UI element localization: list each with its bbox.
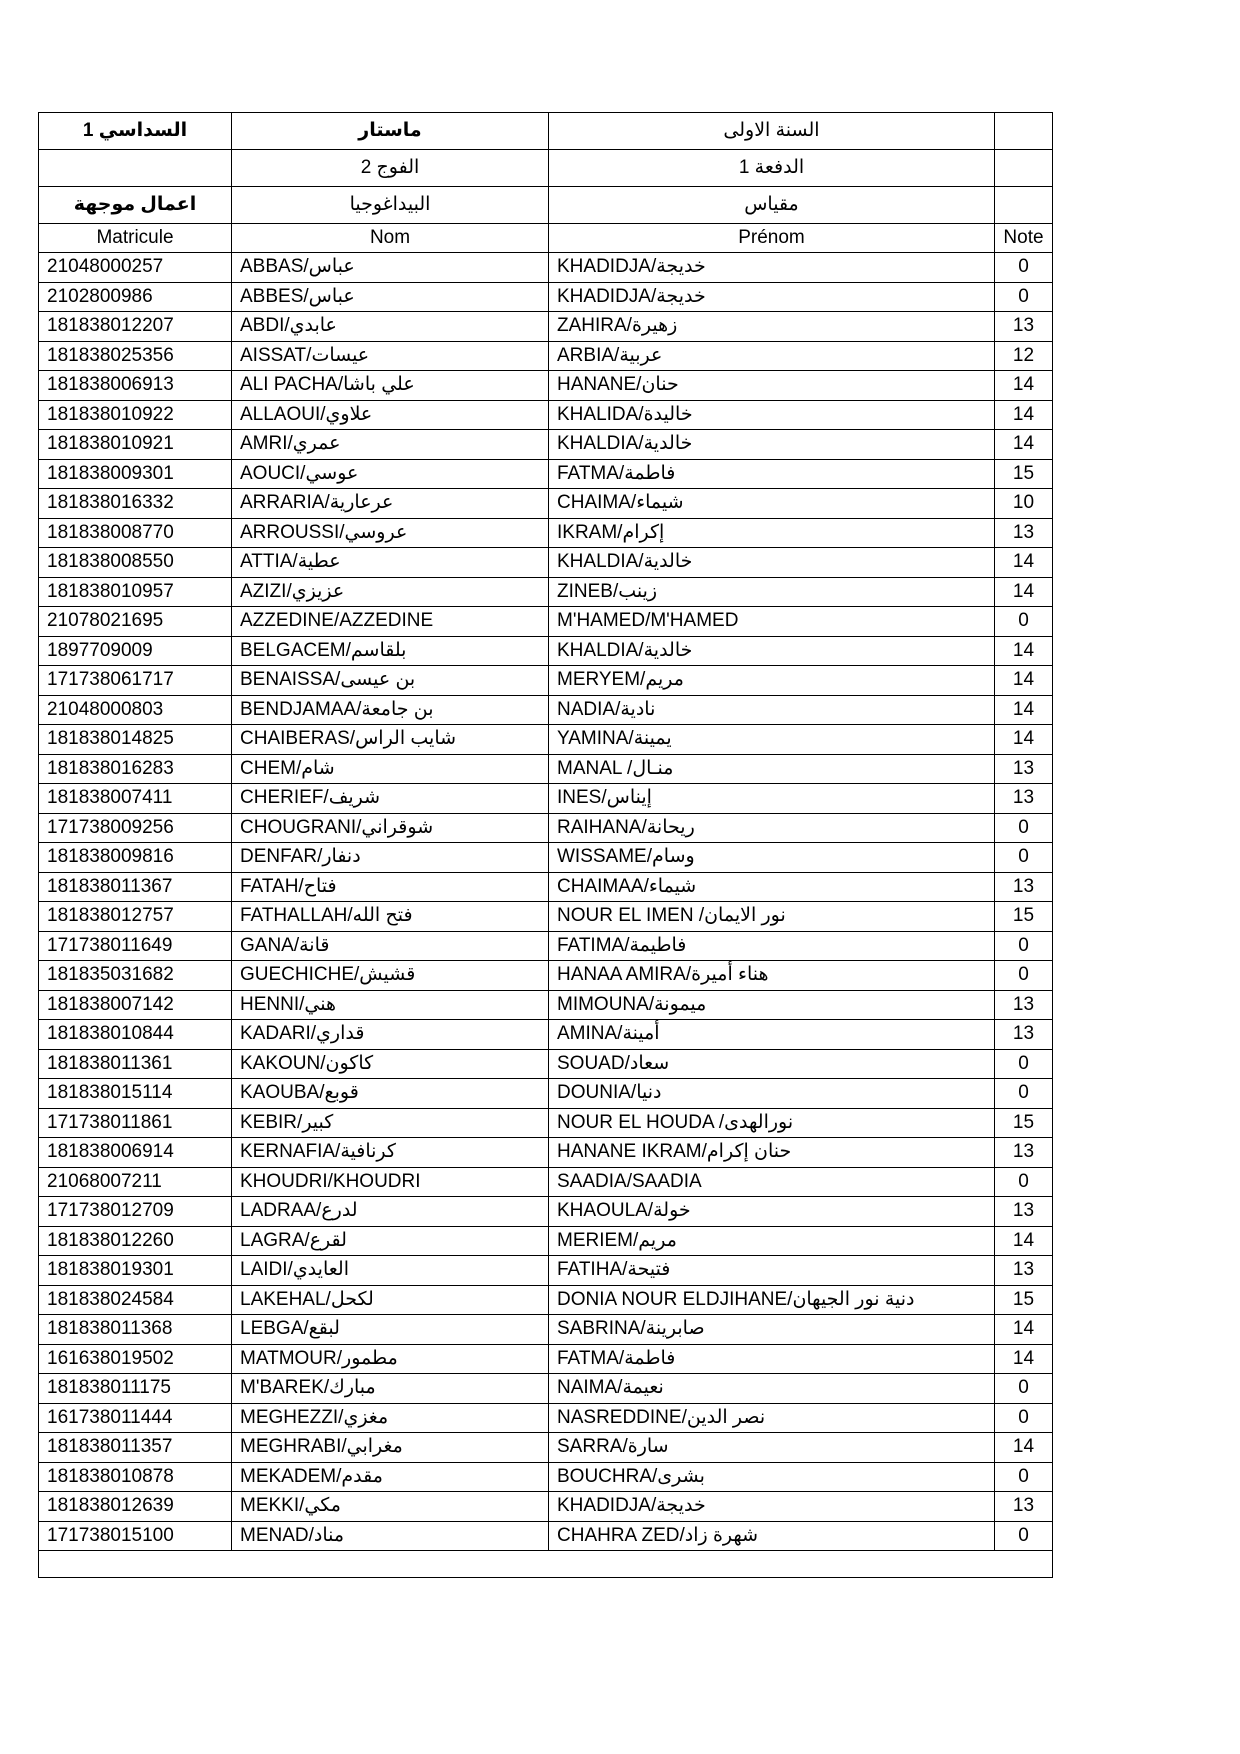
column-header-row: [39, 224, 1053, 253]
note-cell: 0: [995, 1462, 1053, 1492]
matricule-cell: 181838010844: [39, 1020, 232, 1050]
table-row: [39, 607, 1053, 637]
matricule-cell: 181838007142: [39, 990, 232, 1020]
matricule-cell: 181838016332: [39, 489, 232, 519]
header-empty-cell: [995, 113, 1053, 150]
nom-cell: ABDI/عابدي: [232, 312, 549, 342]
matricule-cell: 181838010878: [39, 1462, 232, 1492]
nom-cell: MENAD/مناد: [232, 1521, 549, 1551]
blank-cell: [39, 1551, 1053, 1578]
note-cell: 10: [995, 489, 1053, 519]
matricule-cell: 181838010922: [39, 400, 232, 430]
matricule-cell: 181838019301: [39, 1256, 232, 1286]
header-row-3: [39, 187, 1053, 224]
nom-cell: BENAISSA/بن عيسى: [232, 666, 549, 696]
note-cell: 14: [995, 1315, 1053, 1345]
prenom-cell: MERYEM/مريم: [549, 666, 995, 696]
matricule-cell: 171738012709: [39, 1197, 232, 1227]
nom-cell: ARROUSSI/عروسي: [232, 518, 549, 548]
prenom-cell: M'HAMED/M'HAMED: [549, 607, 995, 637]
table-row: [39, 1462, 1053, 1492]
note-cell: 12: [995, 341, 1053, 371]
note-cell: 13: [995, 1492, 1053, 1522]
nom-cell: CHEM/شام: [232, 754, 549, 784]
prenom-cell: NOUR EL HOUDA /نورالهدى: [549, 1108, 995, 1138]
prenom-cell: FATIHA/فتيحة: [549, 1256, 995, 1286]
table-row: [39, 666, 1053, 696]
table-row: [39, 1197, 1053, 1227]
matricule-cell: 161738011444: [39, 1403, 232, 1433]
matricule-cell: 21048000803: [39, 695, 232, 725]
prenom-cell: NOUR EL IMEN /نور الايمان: [549, 902, 995, 932]
matricule-cell: 181838024584: [39, 1285, 232, 1315]
nom-cell: HENNI/هني: [232, 990, 549, 1020]
note-cell: 13: [995, 990, 1053, 1020]
prenom-cell: HANAA AMIRA/هناء أميرة: [549, 961, 995, 991]
table-row: [39, 1492, 1053, 1522]
prenom-cell: SAADIA/SAADIA: [549, 1167, 995, 1197]
matricule-cell: 181838012207: [39, 312, 232, 342]
note-cell: 0: [995, 607, 1053, 637]
column-header-prenom: Prénom: [549, 224, 995, 253]
column-header-matricule: Matricule: [39, 224, 232, 253]
table-row: [39, 548, 1053, 578]
prenom-cell: ARBIA/عربية: [549, 341, 995, 371]
note-cell: 0: [995, 813, 1053, 843]
note-cell: 13: [995, 872, 1053, 902]
note-cell: 14: [995, 666, 1053, 696]
note-cell: 14: [995, 400, 1053, 430]
table-row: [39, 872, 1053, 902]
prenom-cell: MERIEM/مريم: [549, 1226, 995, 1256]
nom-cell: GUECHICHE/قشيش: [232, 961, 549, 991]
nom-cell: FATHALLAH/فتح الله: [232, 902, 549, 932]
note-cell: 0: [995, 961, 1053, 991]
prenom-cell: BOUCHRA/بشرى: [549, 1462, 995, 1492]
prenom-cell: SARRA/سارة: [549, 1433, 995, 1463]
matricule-cell: 1897709009: [39, 636, 232, 666]
note-cell: 0: [995, 1049, 1053, 1079]
note-cell: 15: [995, 1108, 1053, 1138]
matricule-cell: 181838011361: [39, 1049, 232, 1079]
prenom-cell: SABRINA/صابرينة: [549, 1315, 995, 1345]
note-cell: 0: [995, 282, 1053, 312]
subject-label-cell: مقياس: [549, 187, 995, 224]
note-cell: 0: [995, 253, 1053, 283]
note-cell: 14: [995, 636, 1053, 666]
table-row: [39, 459, 1053, 489]
table-row: [39, 636, 1053, 666]
matricule-cell: 181838010957: [39, 577, 232, 607]
nom-cell: AOUCI/عوسي: [232, 459, 549, 489]
subject-cell: البيداغوجيا: [232, 187, 549, 224]
nom-cell: M'BAREK/مبارك: [232, 1374, 549, 1404]
nom-cell: AZIZI/عزيزي: [232, 577, 549, 607]
note-cell: 14: [995, 1344, 1053, 1374]
prenom-cell: RAIHANA/ريحانة: [549, 813, 995, 843]
note-cell: 14: [995, 577, 1053, 607]
matricule-cell: 181838025356: [39, 341, 232, 371]
nom-cell: MEGHRABI/مغرابي: [232, 1433, 549, 1463]
nom-cell: KERNAFIA/كرنافية: [232, 1138, 549, 1168]
matricule-cell: 181838006913: [39, 371, 232, 401]
table-row: [39, 312, 1053, 342]
note-cell: 14: [995, 1226, 1053, 1256]
nom-cell: KAKOUN/كاكون: [232, 1049, 549, 1079]
table-row: [39, 1344, 1053, 1374]
matricule-cell: 181838010921: [39, 430, 232, 460]
prenom-cell: KHALDIA/خالدية: [549, 548, 995, 578]
nom-cell: AZZEDINE/AZZEDINE: [232, 607, 549, 637]
matricule-cell: 181838006914: [39, 1138, 232, 1168]
prenom-cell: KHADIDJA/خديجة: [549, 1492, 995, 1522]
table-row: [39, 341, 1053, 371]
table-row: [39, 990, 1053, 1020]
prenom-cell: KHAOULA/خولة: [549, 1197, 995, 1227]
nom-cell: KAOUBA/قوبع: [232, 1079, 549, 1109]
matricule-cell: 181838011357: [39, 1433, 232, 1463]
table-row: [39, 1521, 1053, 1551]
matricule-cell: 181838016283: [39, 754, 232, 784]
prenom-cell: ZAHIRA/زهيرة: [549, 312, 995, 342]
nom-cell: MEKADEM/مقدم: [232, 1462, 549, 1492]
note-cell: 15: [995, 902, 1053, 932]
nom-cell: AMRI/عمري: [232, 430, 549, 460]
table-row: [39, 371, 1053, 401]
grades-table: [38, 112, 1053, 1578]
matricule-cell: 181838012260: [39, 1226, 232, 1256]
note-cell: 13: [995, 784, 1053, 814]
header-empty-cell: [995, 150, 1053, 187]
nom-cell: LAGRA/لقرع: [232, 1226, 549, 1256]
nom-cell: ALLAOUI/علاوي: [232, 400, 549, 430]
prenom-cell: KHALDIA/خالدية: [549, 636, 995, 666]
prenom-cell: NASREDDINE/نصر الدين: [549, 1403, 995, 1433]
prenom-cell: FATIMA/فاطيمة: [549, 931, 995, 961]
prenom-cell: KHALIDA/خاليدة: [549, 400, 995, 430]
prenom-cell: SOUAD/سعاد: [549, 1049, 995, 1079]
blank-row: [39, 1551, 1053, 1578]
note-cell: 14: [995, 695, 1053, 725]
table-row: [39, 1433, 1053, 1463]
matricule-cell: 181838011175: [39, 1374, 232, 1404]
matricule-cell: 161638019502: [39, 1344, 232, 1374]
table-row: [39, 489, 1053, 519]
header-empty-cell: [995, 187, 1053, 224]
table-row: [39, 961, 1053, 991]
prenom-cell: CHAHRA ZED/شهرة زاد: [549, 1521, 995, 1551]
table-row: [39, 754, 1053, 784]
nom-cell: MATMOUR/مطمور: [232, 1344, 549, 1374]
prenom-cell: KHADIDJA/خديجة: [549, 282, 995, 312]
matricule-cell: 181838011368: [39, 1315, 232, 1345]
prenom-cell: DOUNIA/دنيا: [549, 1079, 995, 1109]
nom-cell: ATTIA/عطية: [232, 548, 549, 578]
table-row: [39, 400, 1053, 430]
matricule-cell: 181838008550: [39, 548, 232, 578]
prenom-cell: INES/إيناس: [549, 784, 995, 814]
note-cell: 15: [995, 459, 1053, 489]
nom-cell: CHOUGRANI/شوقراني: [232, 813, 549, 843]
table-row: [39, 931, 1053, 961]
prenom-cell: CHAIMAA/شيماء: [549, 872, 995, 902]
nom-cell: CHERIEF/شريف: [232, 784, 549, 814]
year-cell: السنة الاولى: [549, 113, 995, 150]
prenom-cell: HANANE IKRAM/حنان إكرام: [549, 1138, 995, 1168]
prenom-cell: WISSAME/وسام: [549, 843, 995, 873]
note-cell: 13: [995, 1020, 1053, 1050]
nom-cell: MEGHEZZI/مغزي: [232, 1403, 549, 1433]
table-row: [39, 1167, 1053, 1197]
column-header-nom: Nom: [232, 224, 549, 253]
column-header-note: Note: [995, 224, 1053, 253]
nom-cell: LEBGA/لبقع: [232, 1315, 549, 1345]
nom-cell: BELGACEM/بلقاسم: [232, 636, 549, 666]
prenom-cell: KHADIDJA/خديجة: [549, 253, 995, 283]
table-row: [39, 1079, 1053, 1109]
nom-cell: ABBES/عباس: [232, 282, 549, 312]
nom-cell: LAIDI/العايدي: [232, 1256, 549, 1286]
matricule-cell: 181838007411: [39, 784, 232, 814]
note-cell: 14: [995, 1433, 1053, 1463]
matricule-cell: 181838009301: [39, 459, 232, 489]
note-cell: 14: [995, 371, 1053, 401]
matricule-cell: 171738009256: [39, 813, 232, 843]
note-cell: 13: [995, 1138, 1053, 1168]
matricule-cell: 181838014825: [39, 725, 232, 755]
prenom-cell: NADIA/نادية: [549, 695, 995, 725]
table-row: [39, 430, 1053, 460]
prenom-cell: NAIMA/نعيمة: [549, 1374, 995, 1404]
note-cell: 0: [995, 1374, 1053, 1404]
note-cell: 13: [995, 1197, 1053, 1227]
table-row: [39, 902, 1053, 932]
table-row: [39, 1020, 1053, 1050]
table-row: [39, 813, 1053, 843]
table-row: [39, 282, 1053, 312]
table-row: [39, 1108, 1053, 1138]
nom-cell: ARRARIA/عرعارية: [232, 489, 549, 519]
note-cell: 14: [995, 430, 1053, 460]
note-cell: 0: [995, 1167, 1053, 1197]
table-row: [39, 577, 1053, 607]
note-cell: 13: [995, 1256, 1053, 1286]
table-row: [39, 1374, 1053, 1404]
note-cell: 14: [995, 548, 1053, 578]
prenom-cell: MIMOUNA/ميمونة: [549, 990, 995, 1020]
nom-cell: LAKEHAL/لكحل: [232, 1285, 549, 1315]
prenom-cell: AMINA/أمينة: [549, 1020, 995, 1050]
matricule-cell: 181838009816: [39, 843, 232, 873]
note-cell: 0: [995, 1521, 1053, 1551]
nom-cell: KEBIR/كبير: [232, 1108, 549, 1138]
group-cell: الفوج 2: [232, 150, 549, 187]
matricule-cell: 181838012757: [39, 902, 232, 932]
nom-cell: CHAIBERAS/شايب الراس: [232, 725, 549, 755]
header-row-1: [39, 113, 1053, 150]
note-cell: 0: [995, 1079, 1053, 1109]
table-row: [39, 1403, 1053, 1433]
table-row: [39, 843, 1053, 873]
nom-cell: KADARI/قداري: [232, 1020, 549, 1050]
header-empty-cell: [39, 150, 232, 187]
prenom-cell: FATMA/فاطمة: [549, 1344, 995, 1374]
nom-cell: ABBAS/عباس: [232, 253, 549, 283]
course-type-cell: اعمال موجهة: [39, 187, 232, 224]
table-row: [39, 1049, 1053, 1079]
table-row: [39, 725, 1053, 755]
note-cell: 14: [995, 725, 1053, 755]
prenom-cell: HANANE/حنان: [549, 371, 995, 401]
table-row: [39, 253, 1053, 283]
matricule-cell: 181838008770: [39, 518, 232, 548]
prenom-cell: YAMINA/يمينة: [549, 725, 995, 755]
matricule-cell: 21048000257: [39, 253, 232, 283]
note-cell: 0: [995, 843, 1053, 873]
matricule-cell: 171738011861: [39, 1108, 232, 1138]
level-cell: ماستار: [232, 113, 549, 150]
table-row: [39, 784, 1053, 814]
note-cell: 0: [995, 931, 1053, 961]
table-row: [39, 1315, 1053, 1345]
table-row: [39, 1256, 1053, 1286]
note-cell: 13: [995, 754, 1053, 784]
nom-cell: MEKKI/مكي: [232, 1492, 549, 1522]
semester-cell: السداسي 1: [39, 113, 232, 150]
matricule-cell: 2102800986: [39, 282, 232, 312]
prenom-cell: ZINEB/زينب: [549, 577, 995, 607]
note-cell: 13: [995, 312, 1053, 342]
matricule-cell: 171738015100: [39, 1521, 232, 1551]
matricule-cell: 181838012639: [39, 1492, 232, 1522]
note-cell: 13: [995, 518, 1053, 548]
table-row: [39, 1138, 1053, 1168]
nom-cell: LADRAA/لدرع: [232, 1197, 549, 1227]
prenom-cell: FATMA/فاطمة: [549, 459, 995, 489]
matricule-cell: 171738061717: [39, 666, 232, 696]
matricule-cell: 181838011367: [39, 872, 232, 902]
nom-cell: ALI PACHA/علي باشا: [232, 371, 549, 401]
note-cell: 15: [995, 1285, 1053, 1315]
table-row: [39, 1285, 1053, 1315]
matricule-cell: 171738011649: [39, 931, 232, 961]
nom-cell: GANA/قانة: [232, 931, 549, 961]
table-row: [39, 695, 1053, 725]
nom-cell: AISSAT/عيسات: [232, 341, 549, 371]
note-cell: 0: [995, 1403, 1053, 1433]
nom-cell: KHOUDRI/KHOUDRI: [232, 1167, 549, 1197]
nom-cell: BENDJAMAA/بن جامعة: [232, 695, 549, 725]
prenom-cell: IKRAM/إكرام: [549, 518, 995, 548]
nom-cell: DENFAR/دنفار: [232, 843, 549, 873]
matricule-cell: 21068007211: [39, 1167, 232, 1197]
prenom-cell: MANAL /منـال: [549, 754, 995, 784]
header-row-2: [39, 150, 1053, 187]
prenom-cell: CHAIMA/شيماء: [549, 489, 995, 519]
matricule-cell: 181835031682: [39, 961, 232, 991]
matricule-cell: 181838015114: [39, 1079, 232, 1109]
promotion-cell: الدفعة 1: [549, 150, 995, 187]
nom-cell: FATAH/فتاح: [232, 872, 549, 902]
matricule-cell: 21078021695: [39, 607, 232, 637]
prenom-cell: KHALDIA/خالدية: [549, 430, 995, 460]
prenom-cell: DONIA NOUR ELDJIHANE/دنية نور الجيهان: [549, 1285, 995, 1315]
table-row: [39, 1226, 1053, 1256]
table-row: [39, 518, 1053, 548]
